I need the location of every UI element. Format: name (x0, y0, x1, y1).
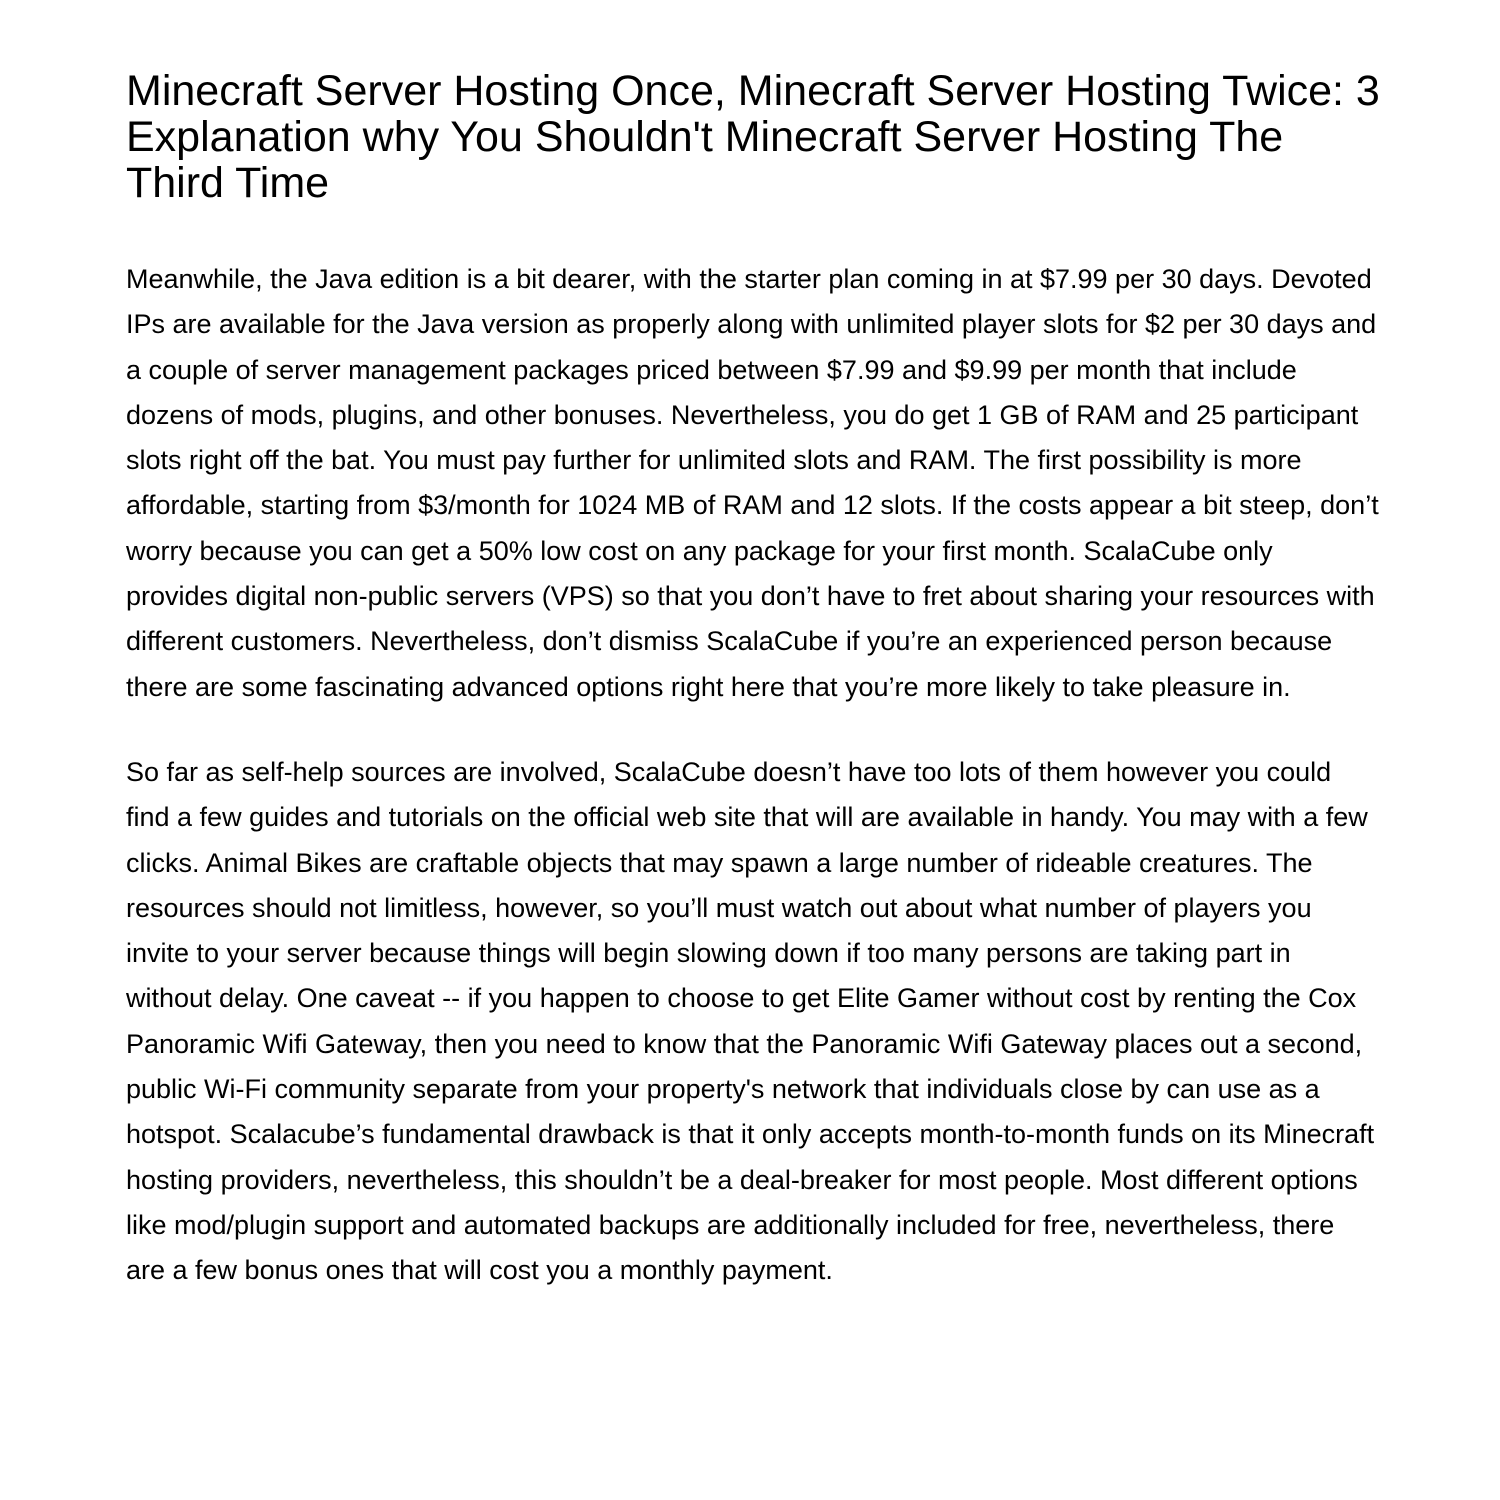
body-paragraph-1: Meanwhile, the Java edition is a bit dearer, with the starter plan coming in at $7.99 per 30 days. Devoted IPs are available for the Java version as properly along with unlimited player slots for $2 per 30 days and a couple of server management packages priced between $7.99 and $9.99 per month that include dozens of mods, plugins, and other bonuses. Nevertheless, you do get 1 GB of RAM and 25 participant slots right off the bat. You must pay further for unlimited slots and RAM. The first possibility is more affordable, starting from $3/month for 1024 MB of RAM and 12 slots. If the costs appear a bit steep, don’t worry because you can get a 50% low cost on any package for your first month. ScalaCube only provides digital non-public servers (VPS) so that you don’t have to fret about sharing your resources with different customers. Nevertheless, don’t dismiss ScalaCube if you’re an experienced person because there are some fascinating advanced options right here that you’re more likely to take pleasure in. (126, 264, 1379, 702)
body-paragraph-2: So far as self-help sources are involved, ScalaCube doesn’t have too lots of them however you could find a few guides and tutorials on the official web site that will are available in handy. You may with a few clicks. Animal Bikes are craftable objects that may spawn a large number of rideable creatures. The resources should not limitless, however, so you’ll must watch out about what number of players you invite to your server because things will begin slowing down if too many persons are taking part in without delay. One caveat -- if you happen to choose to get Elite Gamer without cost by renting the Cox Panoramic Wifi Gateway, then you need to know that the Panoramic Wifi Gateway places out a second, public Wi-Fi community separate from your property's network that individuals close by can use as a hotspot. Scalacube’s fundamental drawback is that it only accepts month-to-month funds on its Minecraft hosting providers, nevertheless, this shouldn’t be a deal-breaker for most people. Most different options like mod/plugin support and automated backups are additionally included for free, nevertheless, there are a few bonus ones that will cost you a monthly payment. (126, 756, 1375, 1286)
page-title: Minecraft Server Hosting Once, Minecraft Server Hosting Twice: 3 Explanation why You Shouldn't Minecraft Server Hosting The Third Time (126, 67, 1380, 207)
document-page (126, 68, 1380, 1294)
